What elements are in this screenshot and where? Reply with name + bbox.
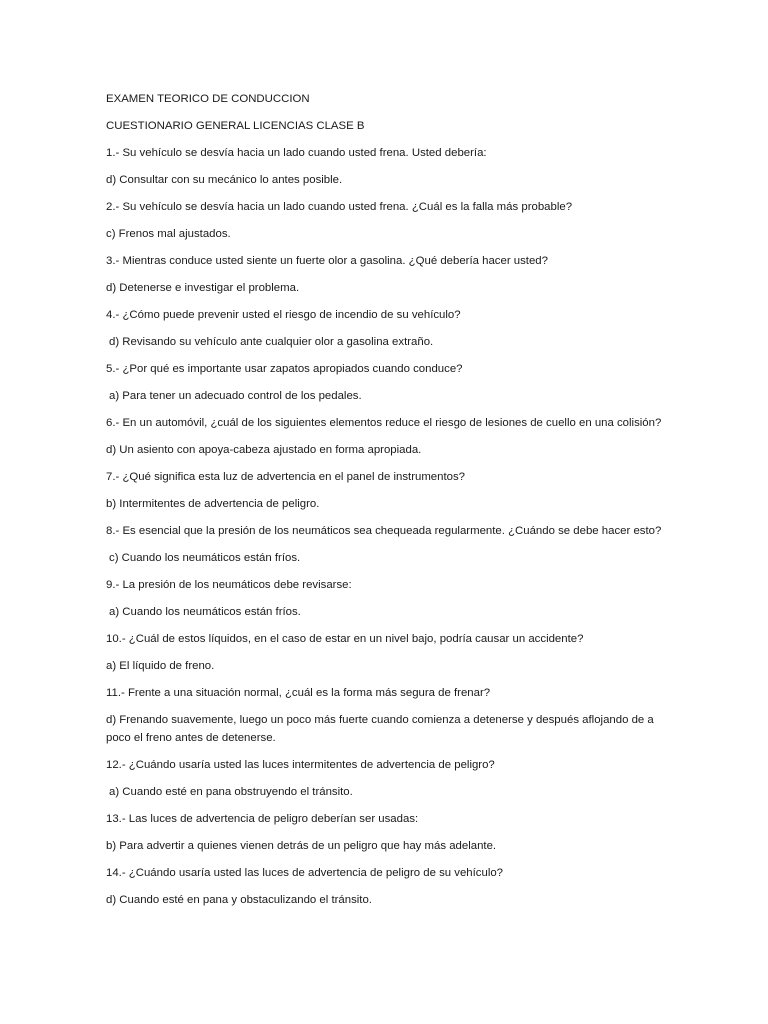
question-10: 10.- ¿Cuál de estos líquidos, en el caso de estar en un nivel bajo, podría causar un accidente? [106,633,584,645]
answer-4: d) Revisando su vehículo ante cualquier olor a gasolina extraño. [109,336,434,348]
answer-3: d) Detenerse e investigar el problema. [106,282,300,294]
question-3: 3.- Mientras conduce usted siente un fuerte olor a gasolina. ¿Qué debería hacer usted? [106,255,548,267]
question-7: 7.- ¿Qué significa esta luz de advertencia en el panel de instrumentos? [106,471,466,483]
document-title: EXAMEN TEORICO DE CONDUCCION [106,93,310,105]
answer-5: a) Para tener un adecuado control de los pedales. [109,390,362,402]
document-body [106,90,666,918]
question-14: 14.- ¿Cuándo usaría usted las luces de advertencia de peligro de su vehículo? [106,867,504,879]
question-11: 11.- Frente a una situación normal, ¿cuál es la forma más segura de frenar? [106,687,491,699]
answer-2: c) Frenos mal ajustados. [106,228,231,240]
document-subtitle: CUESTIONARIO GENERAL LICENCIAS CLASE B [106,120,365,132]
question-1: 1.- Su vehículo se desvía hacia un lado cuando usted frena. Usted debería: [106,147,487,159]
question-12: 12.- ¿Cuándo usaría usted las luces intermitentes de advertencia de peligro? [106,759,495,771]
question-6: 6.- En un automóvil, ¿cuál de los siguientes elementos reduce el riesgo de lesiones de cuello en una colisión? [106,417,662,429]
question-8: 8.- Es esencial que la presión de los neumáticos sea chequeada regularmente. ¿Cuándo se debe hacer esto? [106,525,662,537]
answer-8: c) Cuando los neumáticos están fríos. [109,552,301,564]
question-9: 9.- La presión de los neumáticos debe revisarse: [106,579,352,591]
answer-1: d) Consultar con su mecánico lo antes posible. [106,174,343,186]
answer-7: b) Intermitentes de advertencia de peligro. [106,498,320,510]
answer-6: d) Un asiento con apoya-cabeza ajustado en forma apropiada. [106,444,422,456]
question-2: 2.- Su vehículo se desvía hacia un lado cuando usted frena. ¿Cuál es la falla más probable? [106,201,573,213]
answer-10: a) El líquido de freno. [106,660,215,672]
answer-12: a) Cuando esté en pana obstruyendo el tránsito. [109,786,353,798]
answer-9: a) Cuando los neumáticos están fríos. [109,606,301,618]
question-5: 5.- ¿Por qué es importante usar zapatos apropiados cuando conduce? [106,363,463,375]
question-4: 4.- ¿Cómo puede prevenir usted el riesgo de incendio de su vehículo? [106,309,461,321]
question-13: 13.- Las luces de advertencia de peligro deberían ser usadas: [106,813,419,825]
answer-11: d) Frenando suavemente, luego un poco más fuerte cuando comienza a detenerse y después aflojando de a poco el freno antes de detenerse. [106,714,654,744]
answer-13: b) Para advertir a quienes vienen detrás de un peligro que hay más adelante. [106,840,497,852]
answer-14: d) Cuando esté en pana y obstaculizando el tránsito. [106,894,372,906]
